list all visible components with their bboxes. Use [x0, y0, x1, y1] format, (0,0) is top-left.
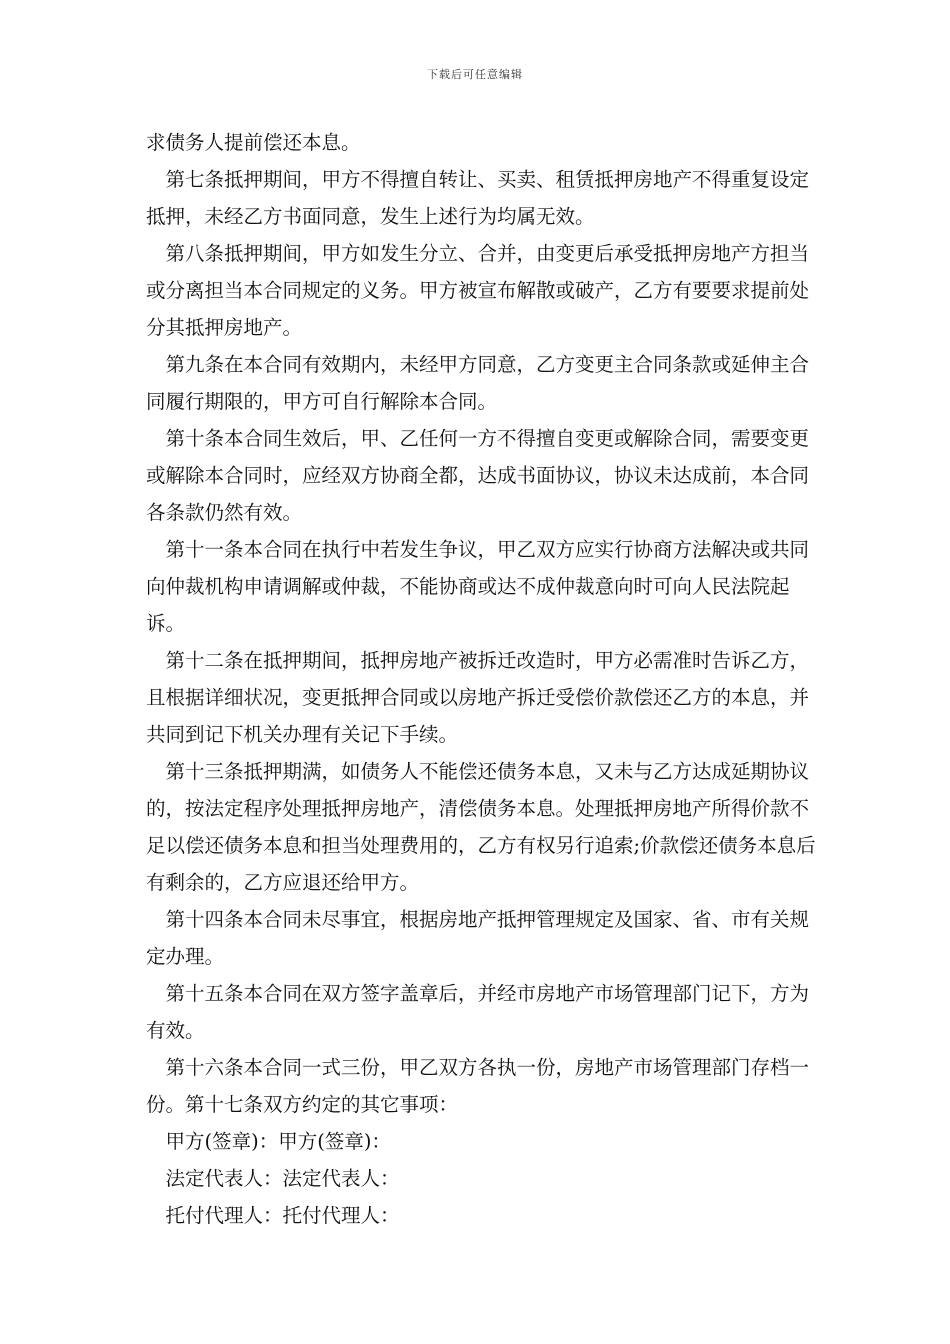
paragraph-article-8: 第八条抵押期间，甲方如发生分立、合并，由变更后承受抵押房地产方担当或分离担当本合同规定的义务。甲方被宣布解散或破产，乙方有要要求提前处分其抵押房地产。 — [146, 242, 810, 339]
paragraph-article-11: 第十一条本合同在执行中若发生争议，甲乙双方应实行协商方法解决或共同向仲裁机构申请调解或仲裁，不能协商或达不成仲裁意向时可向人民法院起诉。 — [146, 538, 810, 635]
paragraph-article-9: 第九条在本合同有效期内，未经甲方同意，乙方变更主合同条款或延伸主合同履行期限的，甲方可自行解除本合同。 — [146, 353, 810, 413]
signature-agent-line: 托付代理人：托付代理人： — [165, 1204, 400, 1227]
paragraph-article-15: 第十五条本合同在双方签字盖章后，并经市房地产市场管理部门记下，方为有效。 — [146, 982, 810, 1042]
paragraph-article-13: 第十三条抵押期满，如债务人不能偿还债务本息，又未与乙方达成延期协议的，按法定程序处理抵押房地产，清偿债务本息。处理抵押房地产所得价款不足以偿还债务本息和担当处理费用的，乙方有权另行追索;价款偿还债务本息后有剩余的，乙方应退还给甲方。 — [146, 760, 816, 894]
paragraph-article-14: 第十四条本合同未尽事宜，根据房地产抵押管理规定及国家、省、市有关规定办理。 — [146, 908, 810, 968]
page-header: 下载后可任意编辑 — [427, 68, 523, 81]
signature-party-line: 甲方(签章)：甲方(签章)： — [165, 1130, 391, 1153]
paragraph-article-16: 第十六条本合同一式三份，甲乙双方各执一份，房地产市场管理部门存档一份。第十七条双方约定的其它事项： — [146, 1056, 810, 1116]
document-body — [146, 124, 826, 1234]
paragraph-article-12: 第十二条在抵押期间，抵押房地产被拆迁改造时，甲方必需准时告诉乙方，且根据详细状况，变更抵押合同或以房地产拆迁受偿价款偿还乙方的本息，并共同到记下机关办理有关记下手续。 — [146, 649, 810, 746]
paragraph-article-7: 第七条抵押期间，甲方不得擅自转让、买卖、租赁抵押房地产不得重复设定抵押，未经乙方书面同意，发生上述行为均属无效。 — [146, 168, 810, 228]
paragraph-article-10: 第十条本合同生效后，甲、乙任何一方不得擅自变更或解除合同，需要变更或解除本合同时，应经双方协商全都，达成书面协议，协议未达成前，本合同各条款仍然有效。 — [146, 427, 810, 524]
paragraph-continuation: 求债务人提前偿还本息。 — [146, 131, 361, 154]
signature-legal-rep-line: 法定代表人：法定代表人： — [165, 1167, 400, 1190]
